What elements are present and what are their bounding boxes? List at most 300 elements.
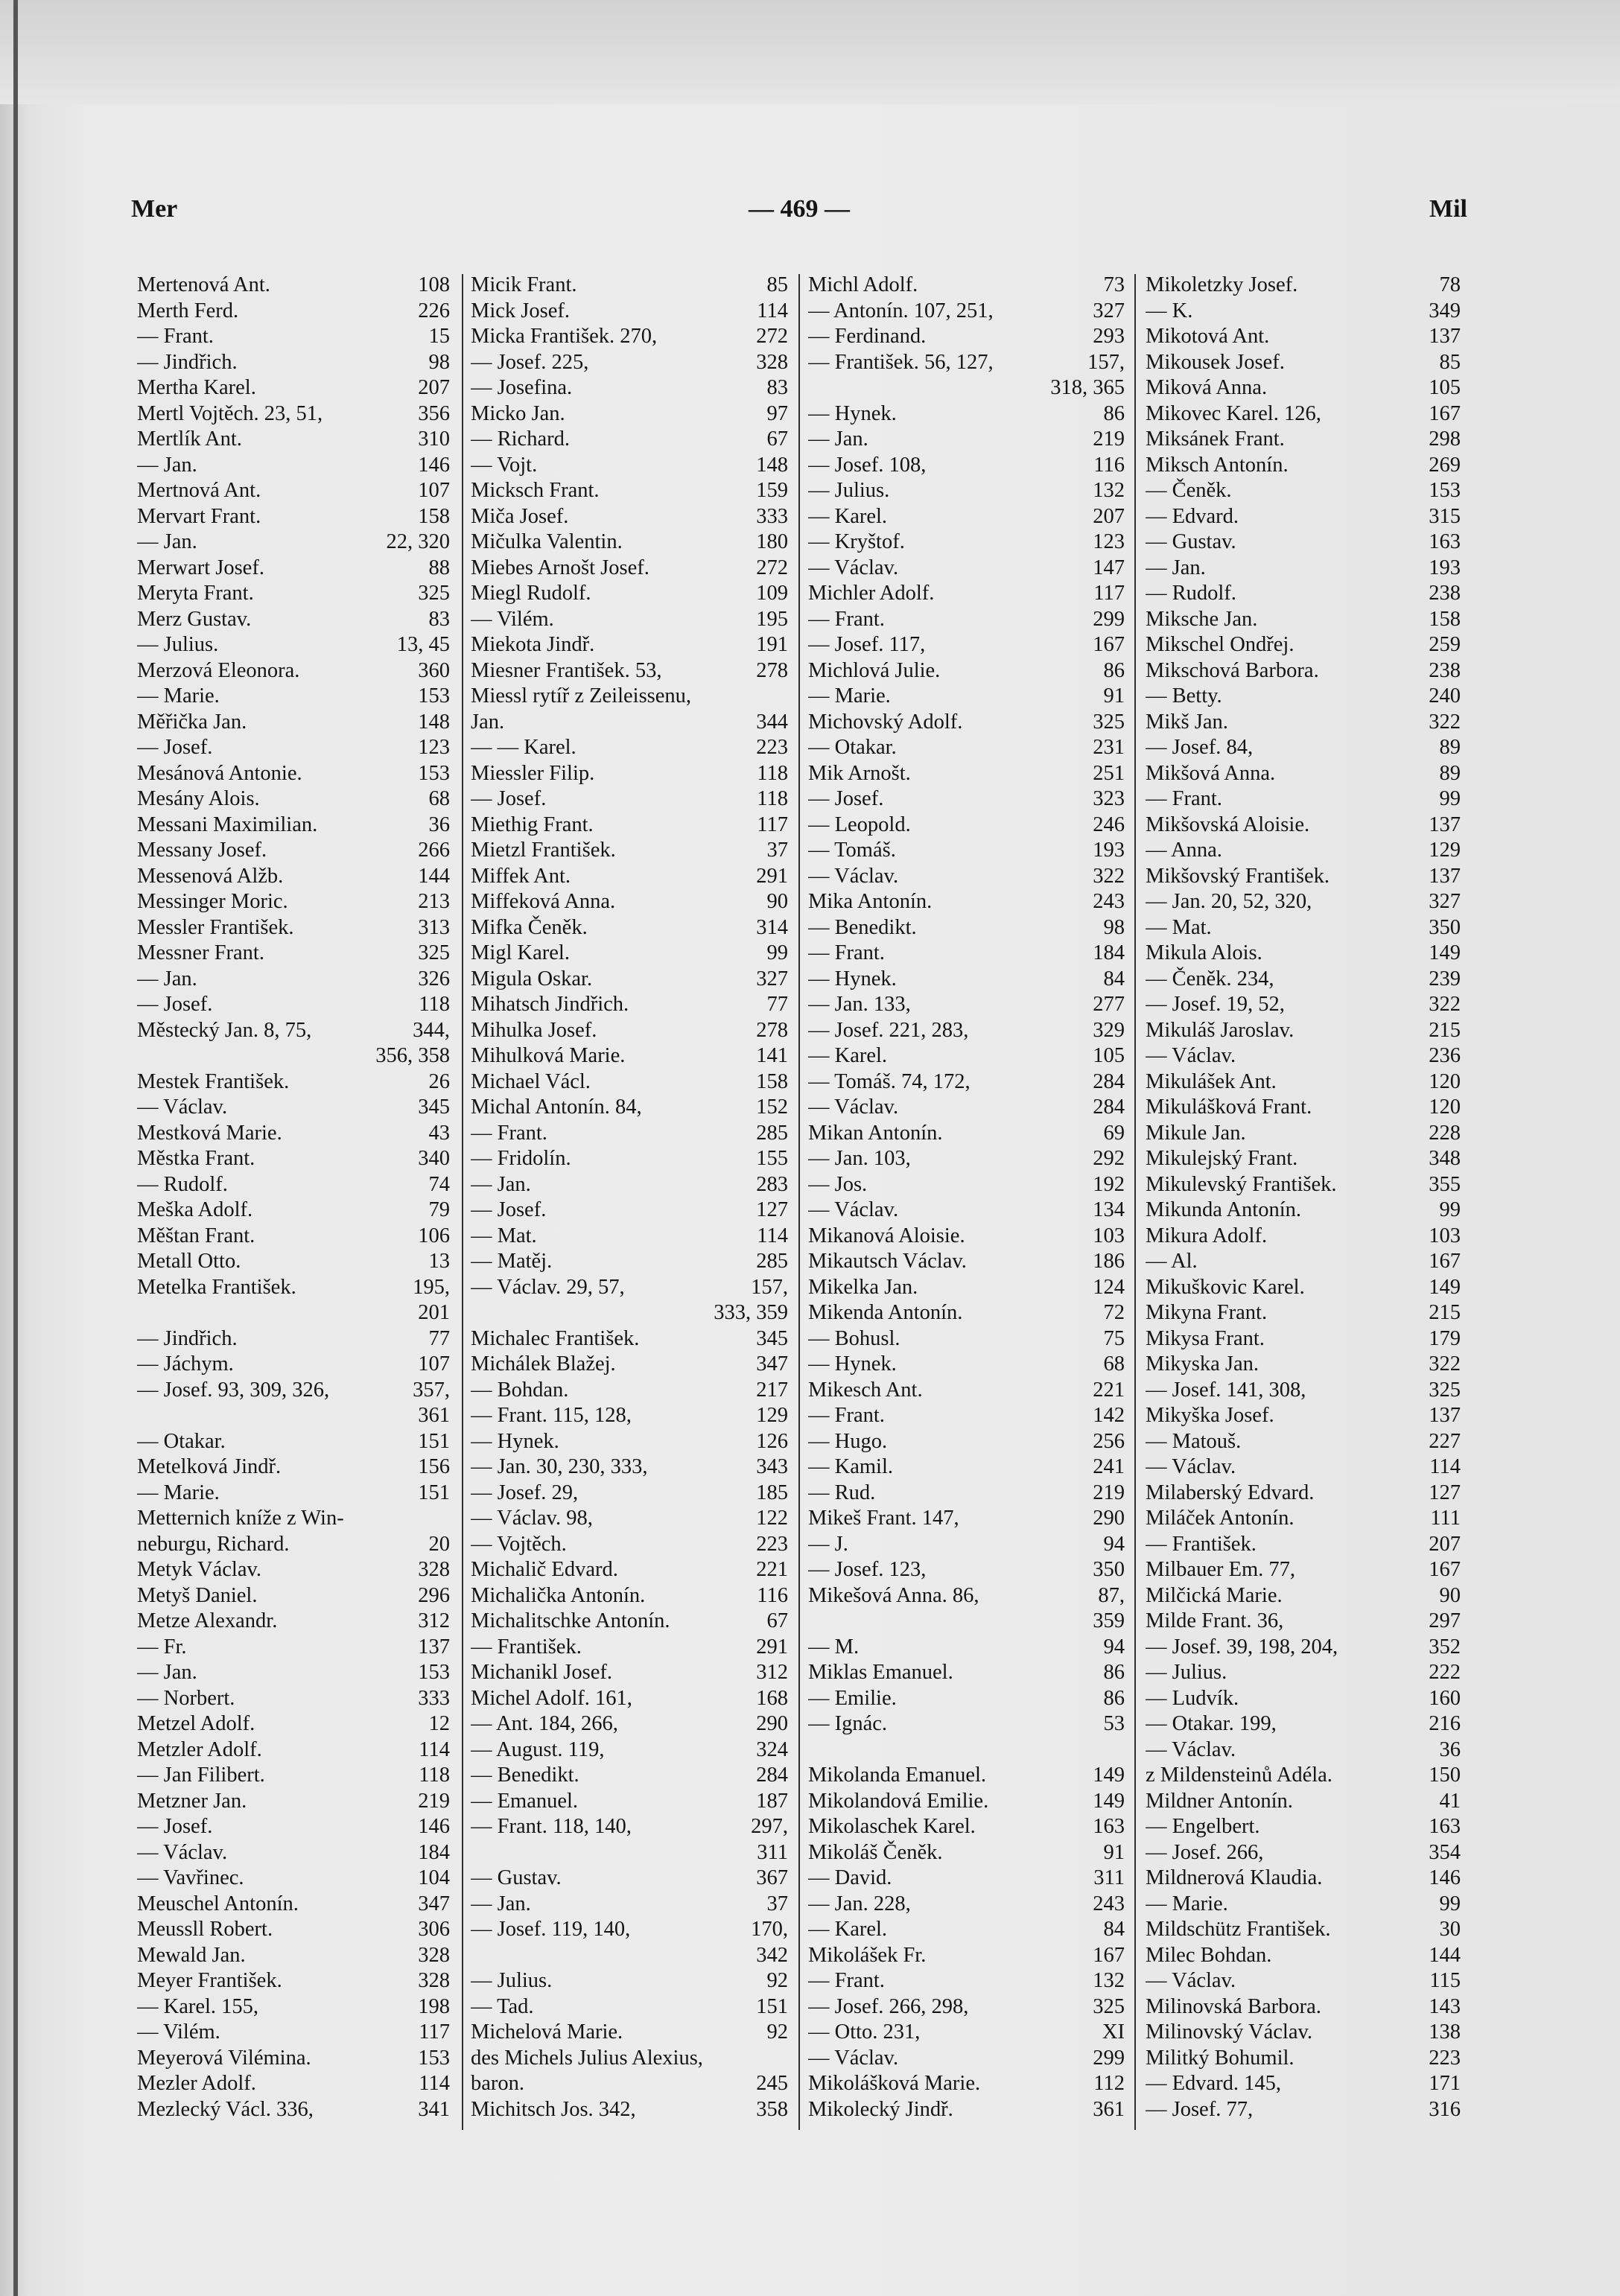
- entry-name: Miegl Rudolf.: [471, 582, 591, 605]
- index-entry: [471, 1892, 788, 1918]
- index-entry: [1146, 812, 1461, 839]
- entry-name: Meryta Frant.: [137, 582, 254, 605]
- entry-name: Metyš Daniel.: [137, 1583, 258, 1607]
- entry-pages: 98: [428, 350, 450, 374]
- entry-pages: 155: [756, 1147, 788, 1170]
- entry-name: Miessl rytíř z Zeileissenu,: [471, 684, 692, 707]
- entry-pages: 92: [766, 1969, 788, 1992]
- index-entry: [1146, 1711, 1461, 1737]
- entry-pages: 327: [1429, 890, 1461, 913]
- index-entry: [808, 1892, 1125, 1918]
- entry-name: Mikuškovic Karel.: [1146, 1275, 1305, 1299]
- entry-pages: 13: [428, 1250, 450, 1273]
- index-entry: [137, 478, 450, 504]
- index-entry: [137, 1737, 450, 1764]
- entry-pages: 326: [418, 967, 450, 990]
- entry-pages: 90: [1439, 1583, 1461, 1607]
- entry-name: — Otto. 231,: [808, 2020, 921, 2044]
- entry-pages: 167: [1429, 1250, 1461, 1273]
- index-entry: [1146, 375, 1461, 401]
- entry-name: Mikš Jan.: [1146, 710, 1228, 734]
- index-entry: [471, 1968, 788, 1994]
- entry-name: Metzner Jan.: [137, 1789, 247, 1813]
- index-entry: [137, 1275, 450, 1301]
- index-entry: [137, 607, 450, 633]
- entry-name: — Marie.: [137, 1481, 220, 1504]
- index-entry: [137, 941, 450, 967]
- index-entry: [808, 1532, 1125, 1558]
- index-entry: [808, 1711, 1125, 1737]
- entry-name: neburgu, Richard.: [137, 1532, 290, 1556]
- index-entry: [471, 401, 788, 427]
- index-entry: [808, 889, 1125, 915]
- entry-pages: 97: [766, 401, 788, 425]
- entry-name: Mikolášková Marie.: [808, 2072, 981, 2095]
- index-entry: [137, 1892, 450, 1918]
- entry-name: — Vojt.: [471, 453, 538, 477]
- entry-pages: 158: [418, 504, 450, 528]
- entry-pages: 114: [419, 2072, 450, 2095]
- index-entry: [1146, 1532, 1461, 1558]
- entry-pages: 94: [1103, 1635, 1125, 1659]
- entry-pages: 158: [1429, 607, 1461, 631]
- entry-pages: 77: [428, 1326, 450, 1350]
- entry-name: — Tomáš.: [808, 839, 896, 862]
- entry-pages: 325: [418, 941, 450, 964]
- entry-pages: 316: [1429, 2097, 1461, 2121]
- entry-pages: 216: [1429, 1712, 1461, 1735]
- index-entry: [1146, 427, 1461, 453]
- entry-name: Miesner František. 53,: [471, 658, 662, 682]
- entry-pages: 340: [418, 1147, 450, 1170]
- entry-pages: 322: [1429, 1352, 1461, 1376]
- entry-pages: 198: [418, 1994, 450, 2018]
- entry-pages: 163: [1429, 530, 1461, 553]
- index-entry: [1146, 1737, 1461, 1764]
- index-entry: [137, 658, 450, 684]
- index-entry: [471, 1378, 788, 1404]
- entry-name: — Ignác.: [808, 1712, 888, 1735]
- entry-pages: XI: [1102, 2020, 1125, 2044]
- entry-pages: 246: [1093, 812, 1125, 836]
- entry-name: Mildner Antonín.: [1146, 1789, 1293, 1813]
- index-entry: [1146, 1609, 1461, 1635]
- index-entry: [471, 1994, 788, 2020]
- index-entry: [808, 1454, 1125, 1481]
- entry-pages: 328: [418, 1969, 450, 1992]
- entry-pages: 157,: [1087, 350, 1125, 374]
- entry-name: Michitsch Jos. 342,: [471, 2097, 636, 2121]
- index-entry: [137, 1249, 450, 1275]
- index-entry: [137, 2020, 450, 2046]
- index-entry: [471, 556, 788, 582]
- entry-pages: 68: [428, 787, 450, 810]
- entry-pages: 87,: [1098, 1583, 1125, 1607]
- index-entry: [1146, 1429, 1461, 1455]
- index-entry: [1146, 684, 1461, 710]
- entry-pages: 324: [756, 1737, 788, 1761]
- index-entry: [471, 1711, 788, 1737]
- entry-pages: 69: [1103, 1121, 1125, 1145]
- entry-pages: 117: [757, 812, 788, 836]
- entry-pages: 22, 320: [386, 530, 450, 553]
- entry-pages: 236: [1429, 1044, 1461, 1067]
- entry-name: — Jan.: [137, 453, 197, 477]
- index-entry: [471, 992, 788, 1018]
- entry-name: — Josef. 225,: [471, 350, 589, 374]
- entry-pages: 53: [1103, 1712, 1125, 1735]
- entry-name: Mikyška Josef.: [1146, 1404, 1274, 1427]
- entry-name: Mertlík Ant.: [137, 427, 242, 451]
- index-entry: [1146, 735, 1461, 761]
- entry-name: — Jan.: [137, 1661, 197, 1684]
- entry-name: Mikschová Barbora.: [1146, 658, 1319, 682]
- entry-name: Mewald Jan.: [137, 1943, 246, 1967]
- entry-pages: 217: [756, 1378, 788, 1402]
- entry-name: Mikšová Anna.: [1146, 761, 1276, 785]
- entry-name: Mesány Alois.: [137, 787, 260, 810]
- entry-name: — Norbert.: [137, 1686, 235, 1710]
- entry-name: — Hynek.: [808, 1352, 897, 1376]
- entry-pages: 350: [1093, 1558, 1125, 1581]
- index-entry: [1146, 1481, 1461, 1507]
- entry-pages: 124: [1093, 1275, 1125, 1299]
- entry-pages: 118: [419, 993, 450, 1016]
- index-entry: [137, 1403, 450, 1429]
- index-entry: [137, 1583, 450, 1609]
- entry-name: — Josef. 266, 298,: [808, 1994, 969, 2018]
- entry-pages: 163: [1093, 1815, 1125, 1838]
- entry-name: — Rud.: [808, 1481, 876, 1504]
- index-entry: [137, 1635, 450, 1661]
- index-entry: [471, 273, 788, 299]
- index-entry: [808, 273, 1125, 299]
- index-entry: [471, 1121, 788, 1147]
- index-entry: [137, 2071, 450, 2097]
- entry-pages: 269: [1429, 453, 1461, 477]
- entry-name: Mikolaschek Karel.: [808, 1815, 976, 1838]
- entry-pages: 99: [1439, 1892, 1461, 1915]
- index-entry: [471, 812, 788, 839]
- entry-name: Miebes Arnošt Josef.: [471, 556, 649, 579]
- entry-pages: 284: [1093, 1095, 1125, 1119]
- index-entry: [471, 786, 788, 812]
- entry-name: — Jan. 228,: [808, 1892, 911, 1915]
- entry-name: — Josef.: [137, 736, 213, 759]
- entry-pages: 327: [756, 967, 788, 990]
- entry-name: — Julius.: [1146, 1661, 1227, 1684]
- entry-name: — Čeněk. 234,: [1146, 967, 1274, 990]
- index-entry: [808, 632, 1125, 658]
- entry-name: — Frant.: [808, 941, 885, 964]
- index-entry: [808, 1378, 1125, 1404]
- index-entry: [471, 632, 788, 658]
- index-entry: [471, 1763, 788, 1789]
- entry-name: Miffek Ant.: [471, 864, 571, 888]
- index-entry: [137, 786, 450, 812]
- index-entry: [1146, 838, 1461, 864]
- entry-name: — Jan.: [1146, 556, 1206, 579]
- entry-name: Michanikl Josef.: [471, 1661, 612, 1684]
- entry-name: — Jan. 103,: [808, 1147, 911, 1170]
- index-entry: [808, 1018, 1125, 1044]
- index-entry: [471, 427, 788, 453]
- index-entry: [137, 1763, 450, 1789]
- index-entry: [1146, 992, 1461, 1018]
- entry-pages: 137: [1429, 1404, 1461, 1427]
- index-entry: [471, 299, 788, 325]
- index-entry: [1146, 2046, 1461, 2072]
- entry-name: — Karel.: [808, 1918, 888, 1941]
- index-entry: [137, 1866, 450, 1892]
- entry-pages: 142: [1093, 1404, 1125, 1427]
- column-rule: [462, 274, 463, 2130]
- entry-pages: 313: [418, 915, 450, 939]
- entry-name: — Ant. 184, 266,: [471, 1712, 618, 1735]
- entry-pages: 159: [756, 479, 788, 502]
- index-entry: [1146, 1917, 1461, 1943]
- entry-name: — Josef. 77,: [1146, 2097, 1254, 2121]
- entry-pages: 103: [1429, 1224, 1461, 1247]
- entry-pages: 105: [1429, 376, 1461, 399]
- entry-name: — Václav.: [808, 2046, 899, 2070]
- index-entry: [808, 556, 1125, 582]
- entry-name: Michálek Blažej.: [471, 1352, 616, 1376]
- entry-pages: 171: [1429, 2072, 1461, 2095]
- entry-name: Mikoletzky Josef.: [1146, 273, 1298, 296]
- index-entry: [808, 530, 1125, 556]
- entry-pages: 117: [1093, 582, 1125, 605]
- entry-name: — Hynek.: [471, 1429, 559, 1453]
- entry-pages: 227: [1429, 1429, 1461, 1453]
- index-entry: [808, 1737, 1125, 1764]
- index-entry: [1146, 478, 1461, 504]
- entry-name: Messler František.: [137, 915, 294, 939]
- entry-name: — Frant.: [1146, 787, 1222, 810]
- index-entry: [471, 1917, 788, 1943]
- entry-name: — Václav.: [1146, 1044, 1236, 1067]
- index-entry: [808, 1943, 1125, 1969]
- index-entry: [808, 427, 1125, 453]
- index-entry: [808, 1069, 1125, 1095]
- index-entry: [137, 1686, 450, 1712]
- index-entry: [471, 1737, 788, 1764]
- entry-pages: 72: [1103, 1301, 1125, 1324]
- entry-pages: 151: [756, 1994, 788, 2018]
- index-entry: [808, 607, 1125, 633]
- entry-pages: 12: [428, 1712, 450, 1735]
- index-entry: [808, 1635, 1125, 1661]
- index-entry: [1146, 1198, 1461, 1224]
- entry-name: Michelová Marie.: [471, 2020, 623, 2044]
- entry-name: Meška Adolf.: [137, 1198, 253, 1221]
- entry-pages: 187: [756, 1789, 788, 1813]
- index-entry: [808, 453, 1125, 479]
- entry-pages: 360: [418, 658, 450, 682]
- entry-pages: 297,: [751, 1815, 788, 1838]
- entry-name: — Richard.: [471, 427, 570, 451]
- entry-pages: 238: [1429, 582, 1461, 605]
- entry-pages: 347: [756, 1352, 788, 1376]
- entry-pages: 272: [756, 556, 788, 579]
- entry-pages: 117: [419, 2020, 450, 2044]
- entry-name: — Al.: [1146, 1250, 1198, 1273]
- entry-name: Mihatsch Jindřich.: [471, 993, 629, 1016]
- entry-name: — Josef. 84,: [1146, 736, 1254, 759]
- entry-name: Mikysa Frant.: [1146, 1326, 1265, 1350]
- index-entry: [137, 1840, 450, 1866]
- entry-pages: 141: [756, 1044, 788, 1067]
- entry-pages: 123: [1093, 530, 1125, 553]
- binding-edge: [13, 0, 18, 2296]
- entry-pages: 94: [1103, 1532, 1125, 1556]
- index-entry: [137, 812, 450, 839]
- entry-name: — J.: [808, 1532, 848, 1556]
- index-entry: [808, 1429, 1125, 1455]
- index-entry: [808, 2046, 1125, 2072]
- entry-name: Michalič Edvard.: [471, 1558, 618, 1581]
- entry-pages: 285: [756, 1250, 788, 1273]
- entry-name: Miča Josef.: [471, 504, 569, 528]
- entry-name: Merz Gustav.: [137, 607, 252, 631]
- entry-pages: 296: [418, 1583, 450, 1607]
- index-entry: [471, 1789, 788, 1815]
- entry-name: Mestková Marie.: [137, 1121, 282, 1145]
- entry-pages: 13, 45: [396, 633, 450, 656]
- entry-name: — Václav.: [808, 1198, 899, 1221]
- index-entry: [1146, 1454, 1461, 1481]
- index-entry: [808, 1172, 1125, 1198]
- index-entry: [471, 1481, 788, 1507]
- index-entry: [471, 889, 788, 915]
- index-entry: [808, 375, 1125, 401]
- entry-name: — M.: [808, 1635, 860, 1659]
- index-entry: [137, 350, 450, 376]
- index-entry: [808, 1968, 1125, 1994]
- index-entry: [1146, 1789, 1461, 1815]
- entry-pages: 278: [756, 658, 788, 682]
- index-entry: [1146, 1635, 1461, 1661]
- entry-pages: 223: [756, 736, 788, 759]
- index-entry: [471, 324, 788, 350]
- index-entry: [808, 684, 1125, 710]
- index-entry: [808, 992, 1125, 1018]
- entry-name: Militký Bohumil.: [1146, 2046, 1295, 2070]
- entry-pages: 112: [1093, 2072, 1125, 2095]
- entry-pages: 325: [1093, 710, 1125, 734]
- entry-pages: 221: [1093, 1378, 1125, 1402]
- index-entry: [808, 864, 1125, 890]
- entry-name: Mikule Jan.: [1146, 1121, 1246, 1145]
- entry-name: — Josefina.: [471, 376, 573, 399]
- index-entry: [137, 1532, 450, 1558]
- index-column-1: [137, 273, 450, 2134]
- entry-name: — Gustav.: [1146, 530, 1236, 553]
- entry-pages: 114: [757, 299, 788, 322]
- entry-name: Mikyna Frant.: [1146, 1301, 1268, 1324]
- entry-pages: 347: [418, 1892, 450, 1915]
- index-entry: [1146, 324, 1461, 350]
- index-entry: [808, 324, 1125, 350]
- index-entry: [137, 299, 450, 325]
- entry-pages: 148: [756, 453, 788, 477]
- index-entry: [137, 1711, 450, 1737]
- index-entry: [808, 1866, 1125, 1892]
- entry-pages: 180: [756, 530, 788, 553]
- index-entry: [471, 1506, 788, 1532]
- index-entry: [471, 1300, 788, 1326]
- index-entry: [1146, 1043, 1461, 1069]
- index-entry: [808, 2071, 1125, 2097]
- entry-name: — Josef. 117,: [808, 633, 926, 656]
- index-entry: [137, 1943, 450, 1969]
- index-entry: [1146, 1352, 1461, 1378]
- entry-pages: 105: [1093, 1044, 1125, 1067]
- entry-pages: 292: [1093, 1147, 1125, 1170]
- entry-pages: 67: [766, 427, 788, 451]
- entry-pages: 285: [756, 1121, 788, 1145]
- entry-pages: 43: [428, 1121, 450, 1145]
- entry-pages: 192: [1093, 1172, 1125, 1196]
- entry-name: Městka Frant.: [137, 1147, 255, 1170]
- entry-pages: 36: [428, 812, 450, 836]
- entry-pages: 191: [756, 633, 788, 656]
- index-entry: [137, 1429, 450, 1455]
- index-entry: [808, 1686, 1125, 1712]
- entry-pages: 328: [418, 1558, 450, 1581]
- entry-pages: 312: [756, 1661, 788, 1684]
- index-entry: [471, 1249, 788, 1275]
- entry-name: Mikolandová Emilie.: [808, 1789, 989, 1813]
- entry-pages: 144: [418, 864, 450, 888]
- entry-pages: 201: [418, 1301, 450, 1324]
- header-left-guide-word: Mer: [131, 195, 178, 223]
- entry-name: Milčická Marie.: [1146, 1583, 1283, 1607]
- entry-name: Mikšovská Aloisie.: [1146, 812, 1310, 836]
- index-entry: [137, 1198, 450, 1224]
- entry-name: — — Karel.: [471, 736, 576, 759]
- index-entry: [137, 1506, 450, 1532]
- index-entry: [1146, 658, 1461, 684]
- entry-name: Milbauer Em. 77,: [1146, 1558, 1296, 1581]
- entry-name: — Frant.: [808, 607, 885, 631]
- index-entry: [1146, 1994, 1461, 2020]
- entry-pages: 179: [1429, 1326, 1461, 1350]
- entry-pages: 358: [756, 2097, 788, 2121]
- entry-name: — Otakar.: [137, 1429, 226, 1453]
- entry-pages: 36: [1439, 1737, 1461, 1761]
- index-entry: [808, 1660, 1125, 1686]
- entry-pages: 116: [757, 1583, 788, 1607]
- index-entry: [137, 1300, 450, 1326]
- entry-name: — Julius.: [137, 633, 219, 656]
- index-entry: [137, 967, 450, 993]
- entry-pages: 144: [1429, 1943, 1461, 1967]
- index-entry: [137, 1994, 450, 2020]
- entry-name: Mesánová Antonie.: [137, 761, 302, 785]
- index-entry: [471, 1275, 788, 1301]
- index-entry: [471, 1609, 788, 1635]
- entry-name: des Michels Julius Alexius,: [471, 2046, 703, 2070]
- entry-pages: 120: [1429, 1095, 1461, 1119]
- index-entry: [471, 1069, 788, 1095]
- entry-name: — Benedikt.: [471, 1764, 579, 1787]
- entry-name: Mikulejský Frant.: [1146, 1147, 1298, 1170]
- entry-name: — Vilém.: [471, 607, 554, 631]
- entry-name: Mihulka Josef.: [471, 1018, 597, 1042]
- entry-name: Mika Antonín.: [808, 890, 933, 913]
- entry-pages: 122: [756, 1507, 788, 1530]
